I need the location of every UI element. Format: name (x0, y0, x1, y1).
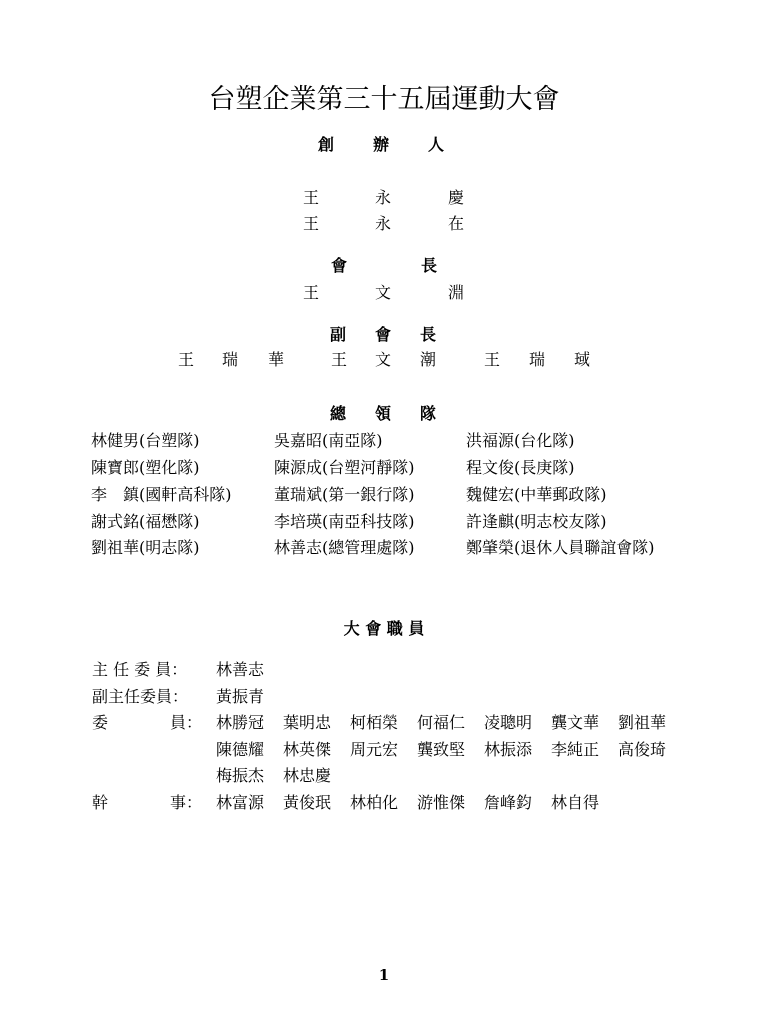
founder-name-2: 王 永 在 (303, 214, 465, 233)
staff-vice-chair-row (0, 685, 768, 709)
vice-chair-label: 副主任委員： (92, 687, 189, 706)
team-leaders-row-5: 劉祖華(明志隊) 林善志(總管理處隊) 鄭肇榮(退休人員聯誼會隊) (91, 538, 655, 557)
chair-label: 主 任 委 員： (92, 660, 188, 679)
secretary-label-suffix: 事： (170, 793, 203, 812)
staff-members-row-2: 陳德耀 林英傑 周元宏 龔致堅 林振添 李純正 高俊琦 (216, 740, 667, 759)
team-leaders-row-1: 林健男(台塑隊) 吳嘉昭(南亞隊) 洪福源(台化隊) (91, 431, 575, 450)
vice-president-heading: 副 會 長 (330, 325, 437, 344)
team-leaders-row-3: 李 鎮(國軒高科隊) 董瑞斌(第一銀行隊) 魏健宏(中華郵政隊) (91, 485, 607, 504)
chair-name: 林善志 (216, 660, 265, 679)
page-number: 1 (378, 966, 390, 984)
staff-heading: 大 會 職 員 (343, 619, 425, 638)
team-leaders-heading: 總 領 隊 (330, 404, 437, 423)
vice-president-names: 王 瑞 華 王 文 潮 王 瑞 琙 (178, 350, 591, 369)
team-leaders-row-2: 陳寶郎(塑化隊) 陳源成(台塑河靜隊) 程文俊(長庚隊) (91, 458, 575, 477)
team-leaders-row-4: 謝式銘(福懋隊) 李培瑛(南亞科技隊) 許逢麒(明志校友隊) (91, 512, 607, 531)
president-heading: 會 長 (331, 256, 438, 275)
staff-secretaries-row: 幹 事： 林富源 黃俊珉 林柏化 游惟傑 詹峰鈞 林自得 (0, 791, 768, 815)
president-name: 王 文 淵 (303, 283, 465, 302)
staff-members-row-3: 梅振杰 林忠慶 (216, 766, 332, 785)
founder-name-1: 王 永 慶 (303, 188, 465, 207)
vice-chair-name: 黃振青 (216, 687, 265, 706)
staff-chair-row (0, 658, 768, 682)
founders-heading: 創 辦 人 (318, 135, 445, 154)
staff-members-row-1: 委 員： 林勝冠 葉明忠 柯栢榮 何福仁 凌聰明 龔文華 劉祖華 (0, 711, 768, 735)
secretary-label: 幹 (92, 793, 109, 812)
document-title: 台塑企業第三十五屆運動大會 (208, 84, 560, 115)
member-label: 委 (92, 713, 109, 732)
member-label-suffix: 員： (170, 713, 203, 732)
